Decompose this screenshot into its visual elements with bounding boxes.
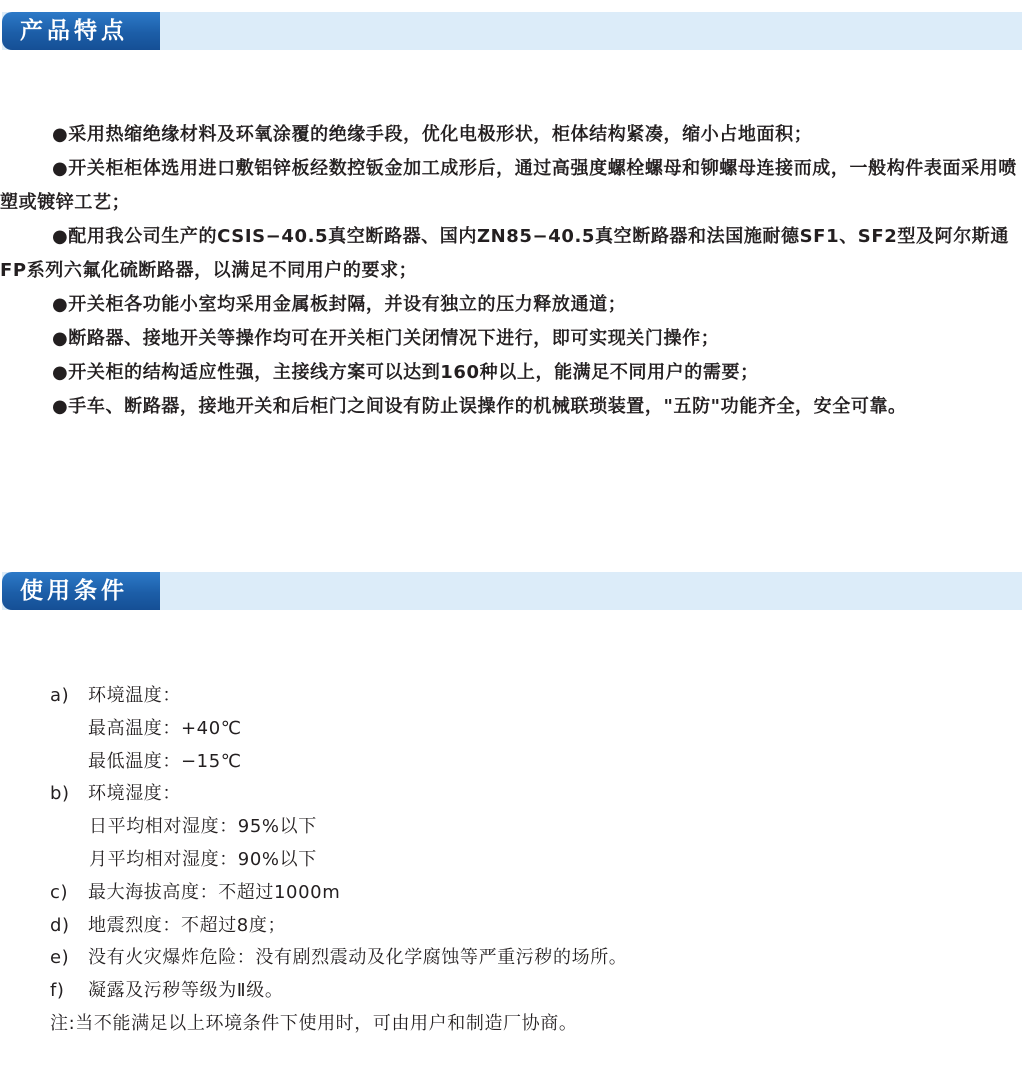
features-title: 产品特点: [2, 12, 160, 50]
condition-a: [50, 680, 1010, 713]
condition-d: [50, 910, 1010, 943]
feature-item: ●配用我公司生产的CSIS−40.5真空断路器、国内ZN85−40.5真空断路器和法国施耐德SF1、SF2型及阿尔斯通FP系列六氟化硫断路器，以满足不同用户的要求；: [0, 226, 1009, 281]
conditions-note: 注:当不能满足以上环境条件下使用时，可由用户和制造厂协商。: [50, 1012, 578, 1034]
condition-e: [50, 942, 1010, 975]
condition-marker: b): [50, 783, 70, 805]
condition-f: [50, 975, 1010, 1008]
condition-marker: f): [50, 980, 65, 1002]
features-header-bar: [2, 12, 1022, 50]
monthly-humidity: 月平均相对湿度：90%以下: [89, 848, 317, 870]
daily-humidity: 日平均相对湿度：95%以下: [89, 816, 317, 838]
min-temperature: 最低温度：−15℃: [88, 750, 242, 772]
conditions-title: 使用条件: [2, 572, 160, 610]
condition-marker: c): [50, 881, 69, 903]
feature-item: ●采用热缩绝缘材料及环氧涂覆的绝缘手段，优化电极形状，柜体结构紧凑，缩小占地面积；: [52, 124, 813, 145]
features-list: [0, 118, 1027, 424]
condition-marker: d): [50, 914, 70, 936]
condition-b: [50, 778, 1010, 811]
conditions-list: [50, 680, 1010, 1041]
condition-c: [50, 877, 1010, 910]
feature-item: ●开关柜各功能小室均采用金属板封隔，并设有独立的压力释放通道；: [52, 294, 627, 315]
condition-text: 地震烈度：不超过8度；: [88, 914, 287, 936]
conditions-header-bar: [2, 572, 1022, 610]
condition-text: 凝露及污秽等级为Ⅱ级。: [88, 980, 284, 1002]
feature-item: ●断路器、接地开关等操作均可在开关柜门关闭情况下进行，即可实现关门操作；: [52, 328, 720, 349]
feature-item: ●开关柜柜体选用进口敷铝锌板经数控钣金加工成形后，通过高强度螺栓螺母和铆螺母连接而成，一般构件表面采用喷塑或镀锌工艺；: [0, 158, 1017, 213]
condition-label: 环境温度：: [88, 685, 181, 706]
condition-text: 最大海拔高度：不超过1000m: [88, 881, 341, 903]
condition-marker: a): [50, 685, 70, 706]
max-temperature: 最高温度：+40℃: [88, 717, 242, 739]
feature-item: ●手车、断路器，接地开关和后柜门之间设有防止误操作的机械联琐装置，"五防"功能齐全，安全可靠。: [52, 396, 907, 417]
condition-marker: e): [50, 947, 70, 969]
condition-label: 环境湿度：: [88, 783, 181, 805]
feature-item: ●开关柜的结构适应性强，主接线方案可以达到160种以上，能满足不同用户的需要；: [52, 362, 759, 383]
condition-text: 没有火灾爆炸危险：没有剧烈震动及化学腐蚀等严重污秽的场所。: [88, 947, 628, 969]
